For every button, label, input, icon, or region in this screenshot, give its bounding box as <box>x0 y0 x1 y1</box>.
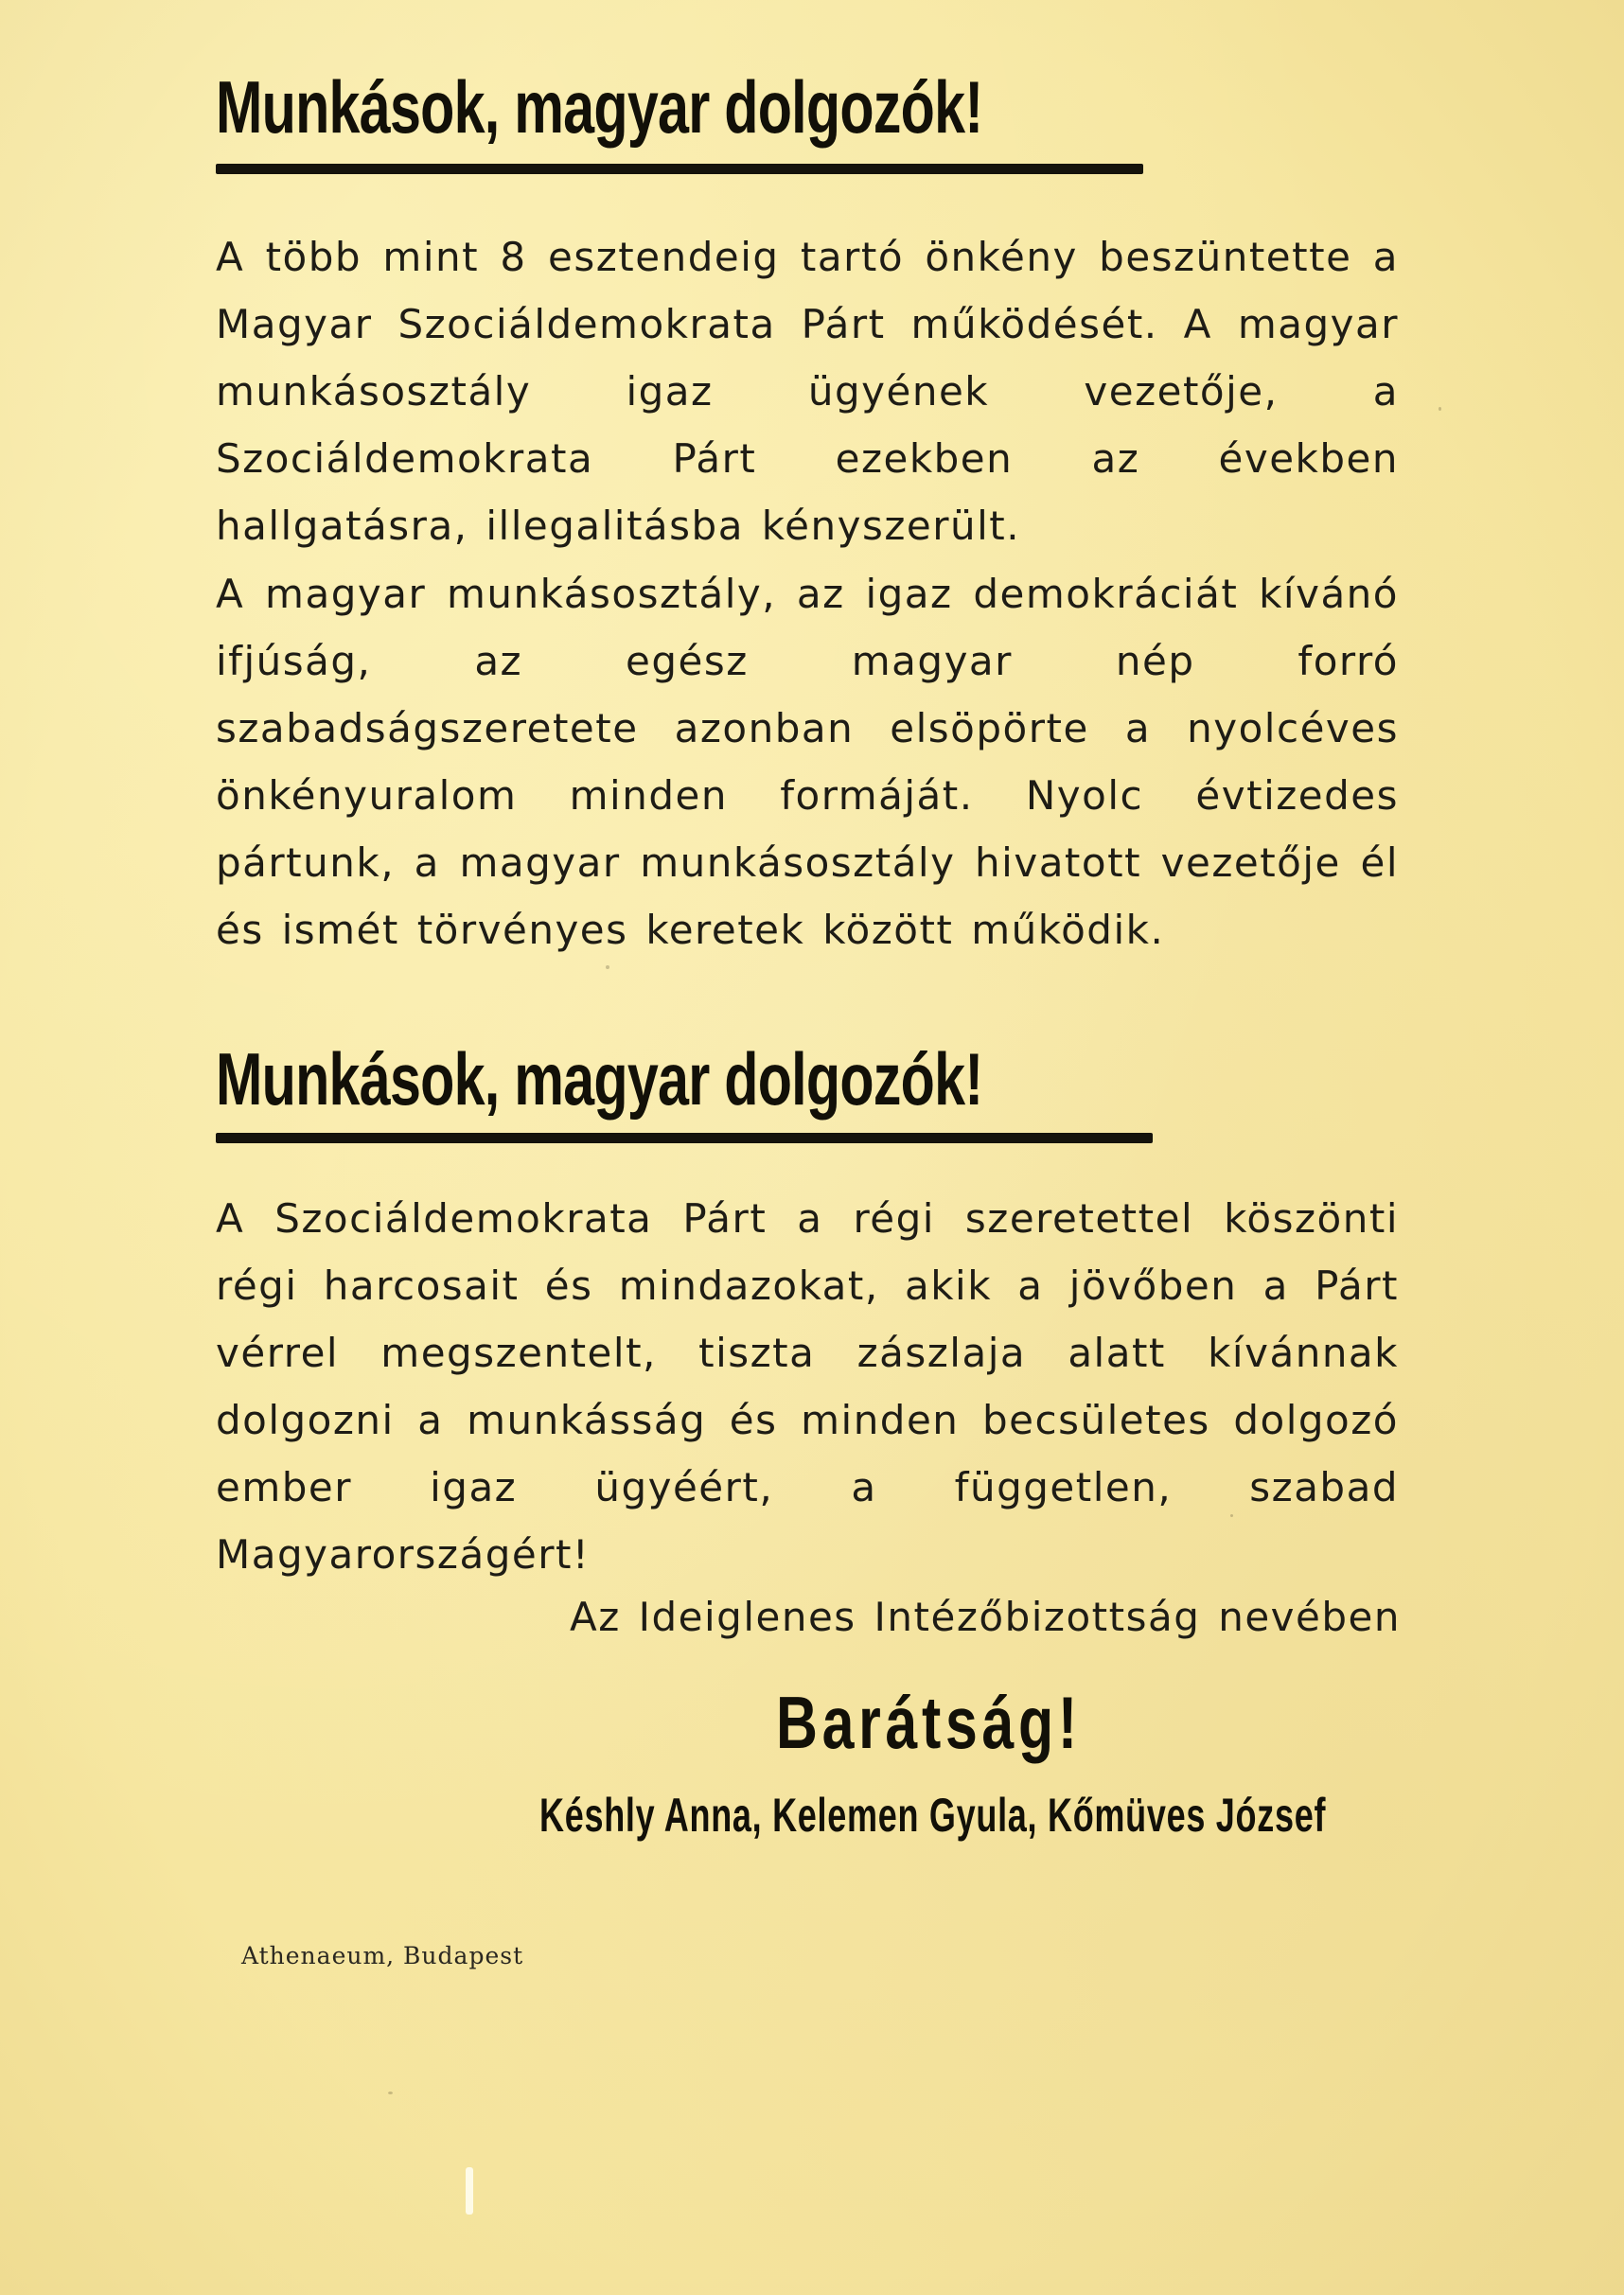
signatories: Késhly Anna, Kelemen Gyula, Kőmüves József <box>539 1789 1327 1842</box>
paragraph-greeting: A Szociáldemokrata Párt a régi szeretettel köszönti régi harcosait és mindazokat, akik a jövőben a Párt vérrel megszentelt, tiszta zászlaja alatt kívánnak dolgozni a munkásság és minden becsületes dolgozó ember igaz ügyéért, a független, szabad Magyarországért! <box>216 1195 1399 1578</box>
paper-speck <box>1439 407 1441 411</box>
headline-middle-underline <box>216 1133 1153 1143</box>
paper-tear-mark <box>466 2167 473 2215</box>
headline-middle: Munkások, magyar dolgozók! <box>216 1037 983 1121</box>
slogan: Barátság! <box>776 1681 1082 1764</box>
paragraph-freedom: A magyar munkásosztály, az igaz demokráciát kívánó ifjúság, az egész magyar nép forró szabadságszeretete azonban elsöpörte a nyolcéves önkényuralom minden formáját. Nyolc évtizedes pártunk, a magyar munkásosztály hivatott vezetője él és ismét törvényes keretek között működik. <box>216 571 1399 953</box>
printer-imprint: Athenaeum, Budapest <box>241 1942 524 1969</box>
paper-speck <box>1230 1514 1233 1517</box>
headline-top: Munkások, magyar dolgozók! <box>216 65 983 149</box>
paragraph-intro: A több mint 8 esztendeig tartó önkény beszüntette a Magyar Szociáldemokrata Párt működését. A magyar munkásosztály igaz ügyének vezetője, a Szociáldemokrata Párt ezekben az években hallgatásra, illegalitásba kényszerült. <box>216 234 1399 549</box>
committee-line: Az Ideiglenes Intézőbizottság nevében <box>569 1594 1401 1640</box>
paper-speck <box>606 965 609 969</box>
headline-top-underline <box>216 164 1143 174</box>
paper-speck <box>388 2092 393 2094</box>
